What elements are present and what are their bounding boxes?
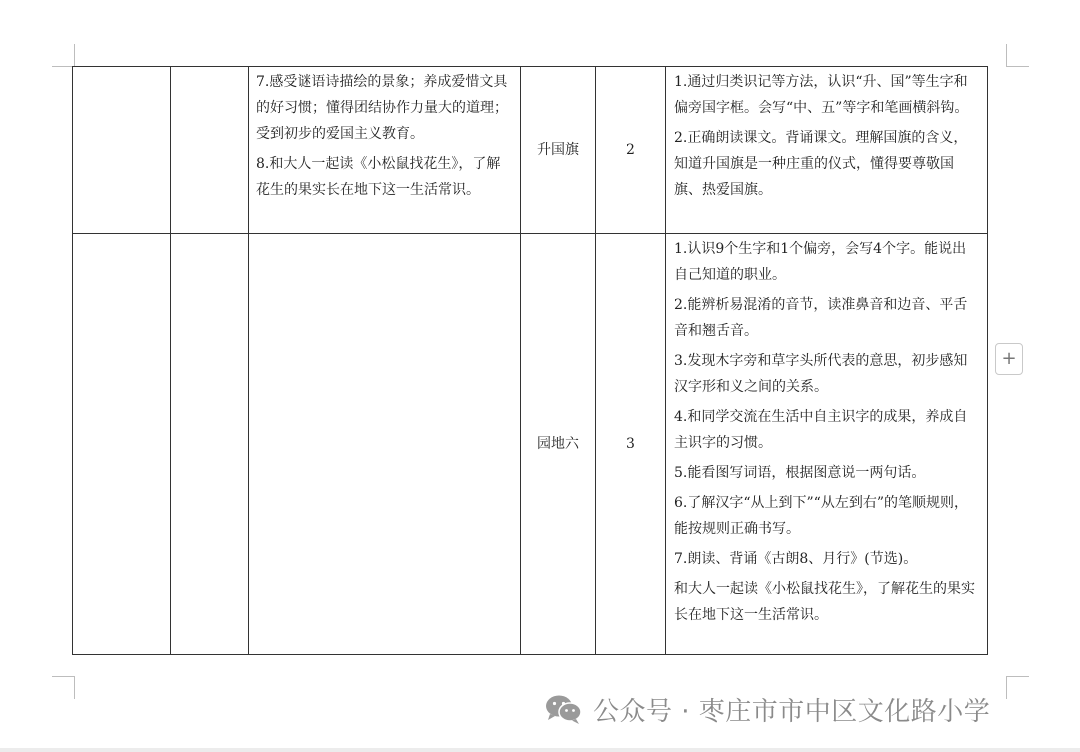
add-row-button[interactable]: + <box>995 343 1023 375</box>
table-cell-hours[interactable] <box>596 67 666 234</box>
bottom-divider <box>0 748 1080 752</box>
table-cell-lesson[interactable] <box>521 67 596 234</box>
lesson-hours: 2 <box>626 142 635 158</box>
page-corner-mark-top-left <box>52 44 75 67</box>
goal-item: 1.认识9个生字和1个偏旁，会写4个字。能说出自己知道的职业。 <box>674 241 967 283</box>
goal-item: 5.能看图写词语，根据图意说一两句话。 <box>674 465 926 481</box>
objective-item: 7.感受谜语诗描绘的景象；养成爱惜文具的好习惯；懂得团结协作力量大的道理；受到初步的爱国主义教育。 <box>256 74 508 142</box>
lesson-title: 升国旗 <box>537 142 579 158</box>
goal-item: 和大人一起读《小松鼠找花生》，了解花生的果实长在地下这一生活常识。 <box>674 581 975 623</box>
table-cell-objectives[interactable] <box>249 234 521 655</box>
watermark-text: 公众号 · 枣庄市市中区文化路小学 <box>593 696 991 727</box>
table-cell-objectives[interactable] <box>249 67 521 234</box>
table-row <box>73 67 988 234</box>
goal-item: 2.正确朗读课文。背诵课文。理解国旗的含义，知道升国旗是一种庄重的仪式，懂得要尊敬国旗、热爱国旗。 <box>674 130 968 198</box>
table-cell-hours[interactable] <box>596 234 666 655</box>
page-corner-mark-top-right <box>1006 44 1029 67</box>
lesson-hours: 3 <box>626 436 635 452</box>
table-cell-topic[interactable] <box>171 67 249 234</box>
goal-item: 6.了解汉字“从上到下”“从左到右”的笔顺规则，能按规则正确书写。 <box>674 495 968 537</box>
wechat-icon <box>543 693 585 725</box>
lesson-title: 园地六 <box>537 436 579 452</box>
objective-item: 8.和大人一起读《小松鼠找花生》，了解花生的果实长在地下这一生活常识。 <box>256 156 501 198</box>
page-corner-mark-bottom-left <box>52 676 75 699</box>
table-cell-lesson[interactable] <box>521 234 596 655</box>
table-cell-goals[interactable] <box>666 67 988 234</box>
table-cell-unit[interactable] <box>73 67 171 234</box>
goal-item: 3.发现木字旁和草字头所代表的意思，初步感知汉字形和义之间的关系。 <box>674 353 968 395</box>
table-row <box>73 234 988 655</box>
table-cell-goals[interactable] <box>666 234 988 655</box>
goal-item: 1.通过归类识记等方法，认识“升、国”等生字和偏旁国字框。会写“中、五”等字和笔画横斜钩。 <box>674 74 969 116</box>
table-cell-unit[interactable] <box>73 234 171 655</box>
goal-item: 7.朗读、背诵《古朗8、月行》(节选)。 <box>674 551 918 567</box>
watermark <box>543 690 990 728</box>
page-corner-mark-bottom-right <box>1006 676 1029 699</box>
table-cell-topic[interactable] <box>171 234 249 655</box>
goal-item: 4.和同学交流在生活中自主识字的成果，养成自主识字的习惯。 <box>674 409 968 451</box>
goal-item: 2.能辨析易混淆的音节，读准鼻音和边音、平舌音和翘舌音。 <box>674 297 968 339</box>
curriculum-table <box>72 66 988 655</box>
